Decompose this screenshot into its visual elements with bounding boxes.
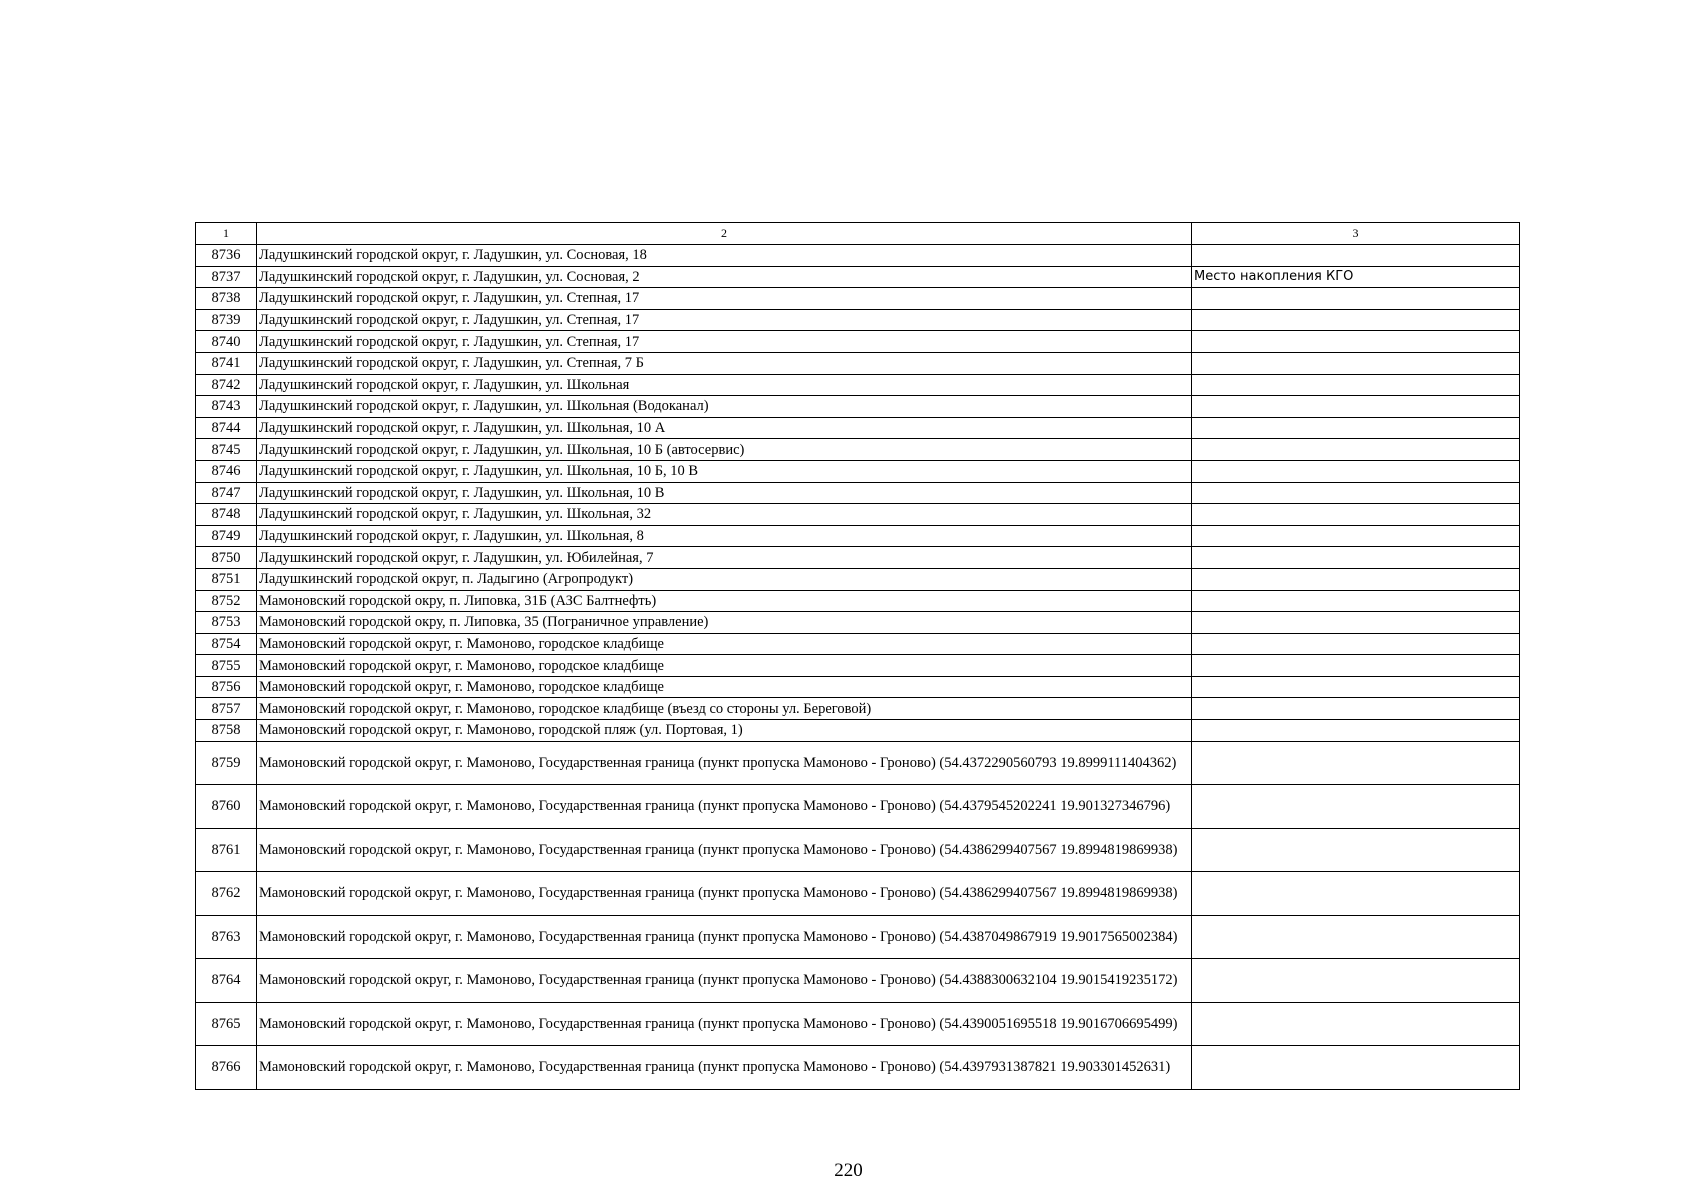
table-row bbox=[196, 547, 1520, 569]
note-cell bbox=[1192, 417, 1520, 439]
address-cell: Ладушкинский городской округ, г. Ладушкин, ул. Степная, 17 bbox=[257, 309, 1192, 331]
column-header-1: 1 bbox=[196, 223, 257, 245]
address-cell: Ладушкинский городской округ, г. Ладушкин, ул. Школьная, 10 Б (автосервис) bbox=[257, 439, 1192, 461]
table-row bbox=[196, 612, 1520, 634]
note-cell bbox=[1192, 698, 1520, 720]
row-number-cell: 8761 bbox=[196, 828, 257, 872]
note-cell bbox=[1192, 633, 1520, 655]
address-cell: Мамоновский городской округ, г. Мамоново, Государственная граница (пункт пропуска Мамоново - Гроново) (54.4379545202241 19.901327346796) bbox=[257, 785, 1192, 829]
address-cell: Мамоновский городской округ, г. Мамоново, городское кладбище bbox=[257, 655, 1192, 677]
row-number-cell: 8746 bbox=[196, 460, 257, 482]
note-cell bbox=[1192, 288, 1520, 310]
note-cell bbox=[1192, 872, 1520, 916]
row-number-cell: 8748 bbox=[196, 504, 257, 526]
note-cell bbox=[1192, 547, 1520, 569]
table-row bbox=[196, 439, 1520, 461]
row-number-cell: 8736 bbox=[196, 245, 257, 267]
note-cell bbox=[1192, 1046, 1520, 1090]
row-number-cell: 8759 bbox=[196, 741, 257, 785]
table-row bbox=[196, 676, 1520, 698]
table-row bbox=[196, 590, 1520, 612]
column-header-2: 2 bbox=[257, 223, 1192, 245]
row-number-cell: 8747 bbox=[196, 482, 257, 504]
address-cell: Ладушкинский городской округ, г. Ладушкин, ул. Степная, 7 Б bbox=[257, 352, 1192, 374]
row-number-cell: 8749 bbox=[196, 525, 257, 547]
table-row bbox=[196, 633, 1520, 655]
note-cell bbox=[1192, 959, 1520, 1003]
note-cell bbox=[1192, 309, 1520, 331]
table-row bbox=[196, 504, 1520, 526]
table-row bbox=[196, 785, 1520, 829]
note-cell bbox=[1192, 1002, 1520, 1046]
note-cell bbox=[1192, 785, 1520, 829]
address-cell: Ладушкинский городской округ, г. Ладушкин, ул. Школьная, 10 Б, 10 В bbox=[257, 460, 1192, 482]
column-header-3: 3 bbox=[1192, 223, 1520, 245]
table-row bbox=[196, 568, 1520, 590]
table-row bbox=[196, 352, 1520, 374]
page-number: 220 bbox=[834, 1160, 863, 1181]
address-cell: Ладушкинский городской округ, г. Ладушкин, ул. Школьная, 10 А bbox=[257, 417, 1192, 439]
address-cell: Ладушкинский городской округ, г. Ладушкин, ул. Юбилейная, 7 bbox=[257, 547, 1192, 569]
address-cell: Ладушкинский городской округ, г. Ладушкин, ул. Степная, 17 bbox=[257, 331, 1192, 353]
row-number-cell: 8738 bbox=[196, 288, 257, 310]
data-table bbox=[195, 222, 1520, 1090]
row-number-cell: 8760 bbox=[196, 785, 257, 829]
table-row bbox=[196, 396, 1520, 418]
address-cell: Ладушкинский городской округ, г. Ладушкин, ул. Школьная bbox=[257, 374, 1192, 396]
row-number-cell: 8739 bbox=[196, 309, 257, 331]
note-cell bbox=[1192, 655, 1520, 677]
note-cell bbox=[1192, 720, 1520, 742]
table-row bbox=[196, 309, 1520, 331]
note-cell bbox=[1192, 568, 1520, 590]
table-row bbox=[196, 460, 1520, 482]
address-cell: Ладушкинский городской округ, п. Ладыгино (Агропродукт) bbox=[257, 568, 1192, 590]
note-cell: Место накопления КГО bbox=[1192, 266, 1520, 288]
address-cell: Мамоновский городской округ, г. Мамоново, Государственная граница (пункт пропуска Мамоново - Гроново) (54.4390051695518 19.9016706695499) bbox=[257, 1002, 1192, 1046]
address-cell: Ладушкинский городской округ, г. Ладушкин, ул. Школьная, 32 bbox=[257, 504, 1192, 526]
table-row bbox=[196, 417, 1520, 439]
note-cell bbox=[1192, 504, 1520, 526]
note-cell bbox=[1192, 460, 1520, 482]
table-row bbox=[196, 525, 1520, 547]
row-number-cell: 8742 bbox=[196, 374, 257, 396]
address-cell: Ладушкинский городской округ, г. Ладушкин, ул. Школьная (Водоканал) bbox=[257, 396, 1192, 418]
row-number-cell: 8751 bbox=[196, 568, 257, 590]
row-number-cell: 8763 bbox=[196, 915, 257, 959]
row-number-cell: 8765 bbox=[196, 1002, 257, 1046]
address-cell: Мамоновский городской округ, г. Мамоново, городское кладбище (въезд со стороны ул. Береговой) bbox=[257, 698, 1192, 720]
table-row bbox=[196, 331, 1520, 353]
table-row bbox=[196, 482, 1520, 504]
table-body bbox=[196, 245, 1520, 1090]
table-row bbox=[196, 245, 1520, 267]
note-cell bbox=[1192, 439, 1520, 461]
note-cell bbox=[1192, 590, 1520, 612]
table-row bbox=[196, 828, 1520, 872]
note-cell bbox=[1192, 676, 1520, 698]
address-cell: Мамоновский городской округ, г. Мамоново, Государственная граница (пункт пропуска Мамоново - Гроново) (54.4372290560793 19.8999111404362) bbox=[257, 741, 1192, 785]
row-number-cell: 8737 bbox=[196, 266, 257, 288]
row-number-cell: 8750 bbox=[196, 547, 257, 569]
address-cell: Мамоновский городской округ, г. Мамоново, Государственная граница (пункт пропуска Мамоново - Гроново) (54.4386299407567 19.8994819869938) bbox=[257, 828, 1192, 872]
table-row bbox=[196, 698, 1520, 720]
note-cell bbox=[1192, 245, 1520, 267]
address-cell: Мамоновский городской окру, п. Липовка, 31Б (АЗС Балтнефть) bbox=[257, 590, 1192, 612]
note-cell bbox=[1192, 331, 1520, 353]
row-number-cell: 8741 bbox=[196, 352, 257, 374]
row-number-cell: 8753 bbox=[196, 612, 257, 634]
note-cell bbox=[1192, 482, 1520, 504]
row-number-cell: 8752 bbox=[196, 590, 257, 612]
note-cell bbox=[1192, 374, 1520, 396]
address-cell: Ладушкинский городской округ, г. Ладушкин, ул. Школьная, 8 bbox=[257, 525, 1192, 547]
row-number-cell: 8740 bbox=[196, 331, 257, 353]
table-row bbox=[196, 720, 1520, 742]
row-number-cell: 8766 bbox=[196, 1046, 257, 1090]
row-number-cell: 8758 bbox=[196, 720, 257, 742]
note-cell bbox=[1192, 612, 1520, 634]
address-cell: Мамоновский городской округ, г. Мамоново, Государственная граница (пункт пропуска Мамоново - Гроново) (54.4397931387821 19.903301452631) bbox=[257, 1046, 1192, 1090]
table-row bbox=[196, 655, 1520, 677]
note-cell bbox=[1192, 352, 1520, 374]
row-number-cell: 8764 bbox=[196, 959, 257, 1003]
table-row bbox=[196, 1046, 1520, 1090]
address-cell: Мамоновский городской окру, п. Липовка, 35 (Пограничное управление) bbox=[257, 612, 1192, 634]
address-cell: Ладушкинский городской округ, г. Ладушкин, ул. Школьная, 10 В bbox=[257, 482, 1192, 504]
table-row bbox=[196, 1002, 1520, 1046]
address-cell: Мамоновский городской округ, г. Мамоново, городской пляж (ул. Портовая, 1) bbox=[257, 720, 1192, 742]
table-row bbox=[196, 872, 1520, 916]
address-cell: Мамоновский городской округ, г. Мамоново, городское кладбище bbox=[257, 633, 1192, 655]
table-row bbox=[196, 915, 1520, 959]
address-cell: Ладушкинский городской округ, г. Ладушкин, ул. Сосновая, 18 bbox=[257, 245, 1192, 267]
table-row bbox=[196, 288, 1520, 310]
address-cell: Мамоновский городской округ, г. Мамоново, городское кладбище bbox=[257, 676, 1192, 698]
address-cell: Мамоновский городской округ, г. Мамоново, Государственная граница (пункт пропуска Мамоново - Гроново) (54.4387049867919 19.9017565002384) bbox=[257, 915, 1192, 959]
table-row bbox=[196, 959, 1520, 1003]
table-row bbox=[196, 266, 1520, 288]
address-cell: Ладушкинский городской округ, г. Ладушкин, ул. Степная, 17 bbox=[257, 288, 1192, 310]
table-row bbox=[196, 374, 1520, 396]
row-number-cell: 8756 bbox=[196, 676, 257, 698]
row-number-cell: 8743 bbox=[196, 396, 257, 418]
row-number-cell: 8757 bbox=[196, 698, 257, 720]
address-cell: Мамоновский городской округ, г. Мамоново, Государственная граница (пункт пропуска Мамоново - Гроново) (54.4388300632104 19.9015419235172) bbox=[257, 959, 1192, 1003]
note-cell bbox=[1192, 741, 1520, 785]
address-cell: Ладушкинский городской округ, г. Ладушкин, ул. Сосновая, 2 bbox=[257, 266, 1192, 288]
note-cell bbox=[1192, 828, 1520, 872]
note-cell bbox=[1192, 396, 1520, 418]
table-header-row bbox=[196, 223, 1520, 245]
row-number-cell: 8744 bbox=[196, 417, 257, 439]
row-number-cell: 8745 bbox=[196, 439, 257, 461]
row-number-cell: 8754 bbox=[196, 633, 257, 655]
note-cell bbox=[1192, 915, 1520, 959]
row-number-cell: 8762 bbox=[196, 872, 257, 916]
row-number-cell: 8755 bbox=[196, 655, 257, 677]
address-cell: Мамоновский городской округ, г. Мамоново, Государственная граница (пункт пропуска Мамоново - Гроново) (54.4386299407567 19.8994819869938) bbox=[257, 872, 1192, 916]
table-row bbox=[196, 741, 1520, 785]
note-cell bbox=[1192, 525, 1520, 547]
